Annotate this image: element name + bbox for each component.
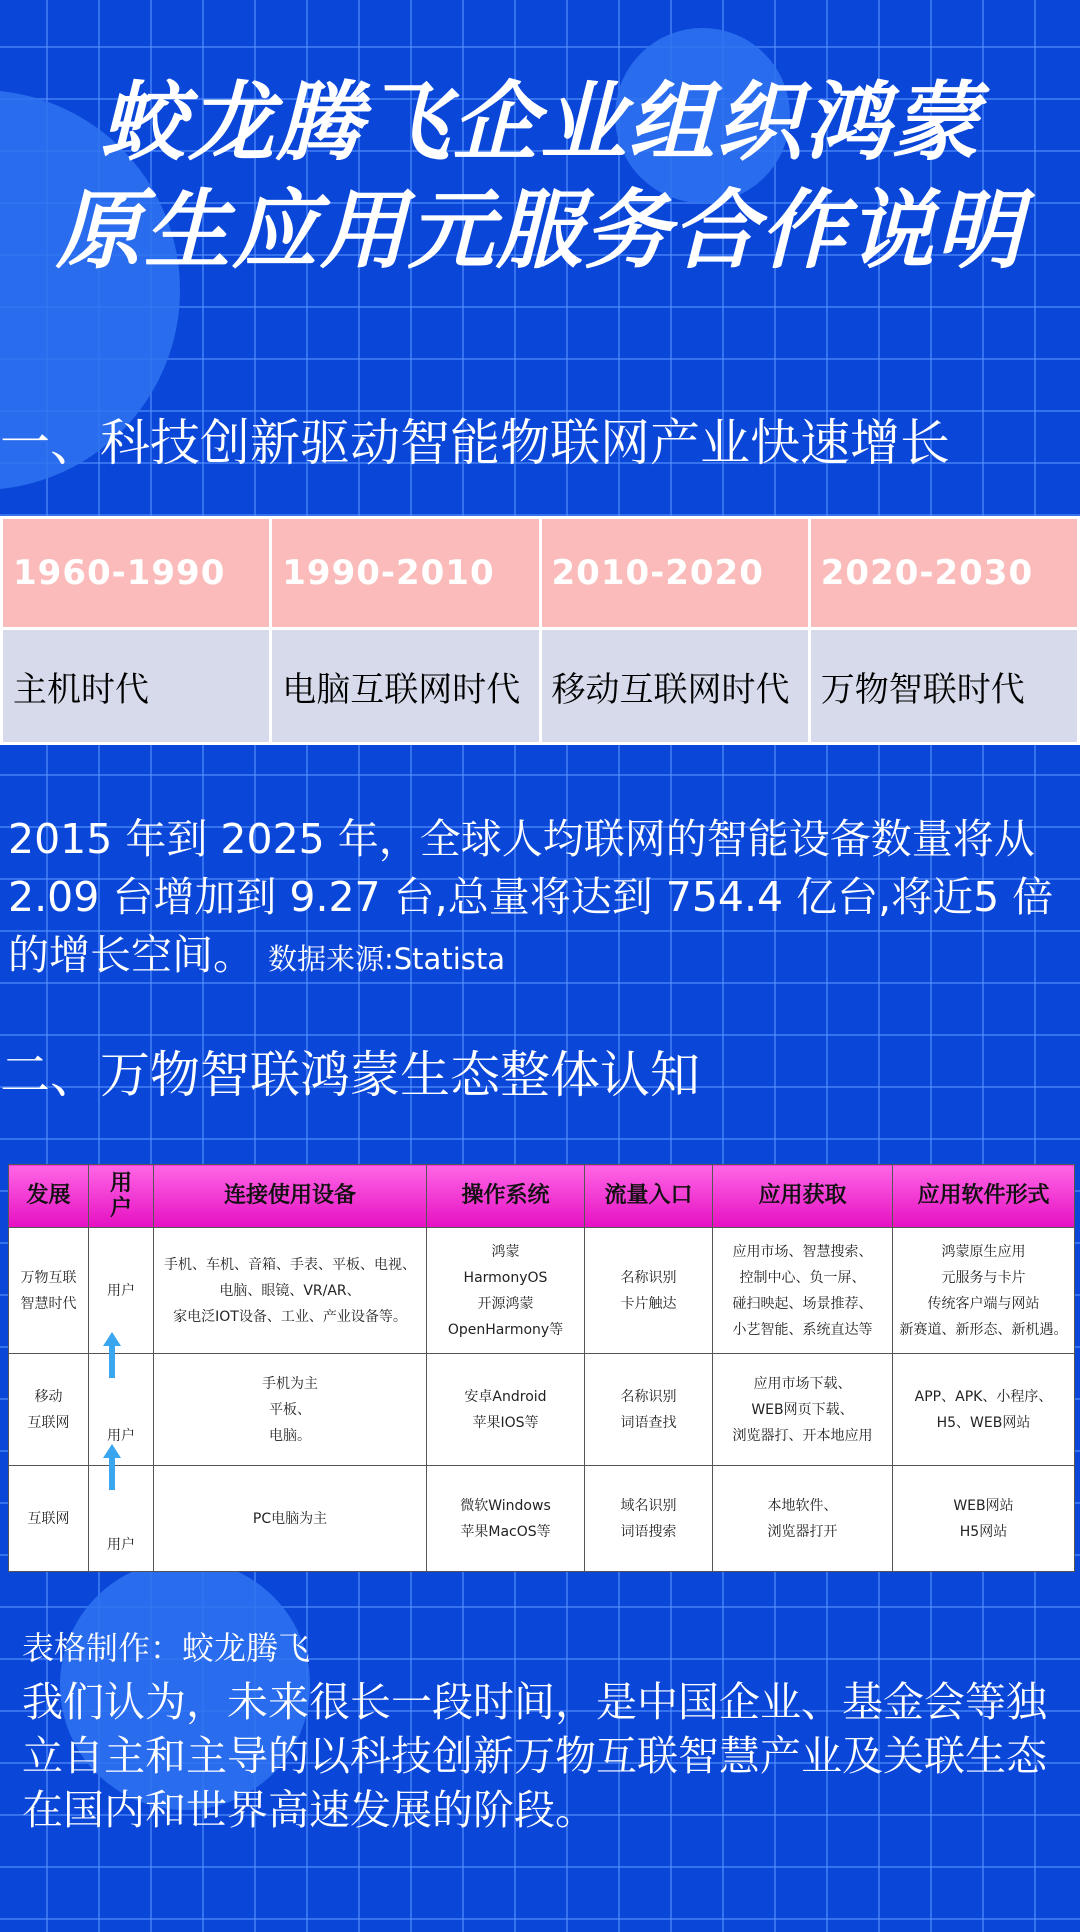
arrow-up-icon [103,1444,121,1490]
arrow-up-icon [103,1332,121,1378]
era-year: 1960-1990 [3,519,269,627]
table-header-cell: 流量入口 [585,1165,713,1228]
page-title-line-1: 蛟龙腾飞企业组织鸿蒙 [100,73,980,173]
table-cell: 鸿蒙 HarmonyOS 开源鸿蒙 OpenHarmony等 [427,1228,585,1354]
table-cell: 应用市场下载、 WEB网页下载、 浏览器打、开本地应用 [713,1354,893,1466]
user-label: 用户 [107,1536,135,1553]
section-2-heading: 二、万物智联鸿蒙生态整体认知 [0,1046,700,1104]
table-credit: 表格制作：蛟龙腾飞 [22,1629,311,1667]
section-1-heading: 一、科技创新驱动智能物联网产业快速增长 [0,414,950,472]
table-cell-user [89,1466,154,1572]
era-name: 主机时代 [3,630,269,742]
table-cell: 用户 [89,1228,154,1354]
table-header-row [9,1165,1075,1228]
table-cell: 名称识别 卡片触达 [585,1228,713,1354]
table-row [9,1228,1075,1354]
table-cell: 微软Windows 苹果MacOS等 [427,1466,585,1572]
era-names-row [3,630,1077,742]
table-cell: 手机为主 平板、 电脑。 [154,1354,427,1466]
table-header-cell: 应用软件形式 [893,1165,1075,1228]
table-cell: PC电脑为主 [154,1466,427,1572]
table-header-cell: 发展 [9,1165,89,1228]
table-header-cell: 应用获取 [713,1165,893,1228]
growth-paragraph [8,810,1076,988]
table-row [9,1466,1075,1572]
ecosystem-table-wrapper [8,1164,1074,1572]
era-year: 1990-2010 [272,519,538,627]
table-cell: 本地软件、 浏览器打开 [713,1466,893,1572]
header-user-label: 用户 [109,1170,132,1221]
table-cell: 互联网 [9,1466,89,1572]
table-cell: 域名识别 词语搜索 [585,1466,713,1572]
era-years-row [3,519,1077,627]
table-cell: 万物互联 智慧时代 [9,1228,89,1354]
table-cell: 安卓Android 苹果IOS等 [427,1354,585,1466]
table-cell: 名称识别 词语查找 [585,1354,713,1466]
table-cell: 移动 互联网 [9,1354,89,1466]
data-source: 数据来源:Statista [268,942,505,976]
ecosystem-table [8,1164,1075,1572]
era-name: 移动互联网时代 [542,630,808,742]
page-title-line-2: 原生应用元服务合作说明 [56,181,1024,281]
era-name: 万物智联时代 [811,630,1077,742]
table-header-cell: 连接使用设备 [154,1165,427,1228]
growth-text: 2015 年到 2025 年，全球人均联网的智能设备数量将从 2.09 台增加到 9.27 台,总量将达到 754.4 亿台,将近5 倍的增长空间。 [8,815,1054,979]
table-cell: WEB网站 H5网站 [893,1466,1075,1572]
era-year: 2010-2020 [542,519,808,627]
table-cell: 应用市场、智慧搜索、 控制中心、负一屏、 碰扫映起、场景推荐、 小艺智能、系统直达等 [713,1228,893,1354]
table-header-cell: 操作系统 [427,1165,585,1228]
table-cell-user [89,1354,154,1466]
table-row [9,1354,1075,1466]
era-table [0,516,1080,745]
era-name: 电脑互联网时代 [272,630,538,742]
table-cell: APP、APK、小程序、 H5、WEB网站 [893,1354,1075,1466]
era-year: 2020-2030 [811,519,1077,627]
table-cell: 鸿蒙原生应用 元服务与卡片 传统客户端与网站 新赛道、新形态、新机遇。 [893,1228,1075,1354]
table-cell: 手机、车机、音箱、手表、平板、电视、 电脑、眼镜、VR/AR、 家电泛IOT设备、工业、产业设备等。 [154,1228,427,1354]
table-header-cell [89,1165,154,1228]
user-label: 用户 [107,1427,135,1444]
conclusion-paragraph: 我们认为，未来很长一段时间，是中国企业、基金会等独立自主和主导的以科技创新万物互联智慧产业及关联生态在国内和世界高速发展的阶段。 [22,1678,1047,1834]
